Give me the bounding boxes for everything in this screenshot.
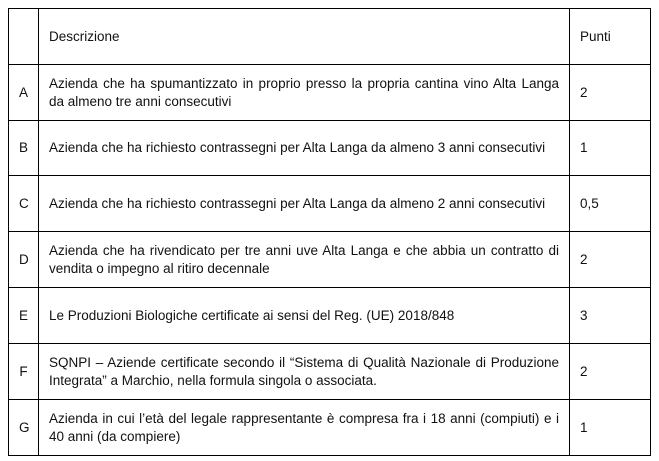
- row-description: SQNPI – Aziende certificate secondo il “Sistema di Qualità Nazionale di Produzione Integrata” a Marchio, nella formula singola o associata.: [39, 344, 570, 400]
- header-description: Descrizione: [39, 9, 570, 65]
- row-letter: F: [9, 344, 39, 400]
- row-letter: D: [9, 232, 39, 288]
- criteria-table: [8, 8, 651, 456]
- row-letter: C: [9, 176, 39, 232]
- row-points: 1: [570, 400, 651, 456]
- table-row: [9, 344, 651, 400]
- row-description: Azienda che ha richiesto contrassegni per Alta Langa da almeno 2 anni consecutivi: [39, 176, 570, 232]
- row-letter: A: [9, 65, 39, 121]
- table-row: [9, 65, 651, 121]
- header-points: Punti: [570, 9, 651, 65]
- table-row: [9, 400, 651, 456]
- table-row: [9, 176, 651, 232]
- row-letter: E: [9, 288, 39, 344]
- row-points: 3: [570, 288, 651, 344]
- row-description: Azienda che ha rivendicato per tre anni uve Alta Langa e che abbia un contratto di vendita o impegno al ritiro decennale: [39, 232, 570, 288]
- row-points: 2: [570, 344, 651, 400]
- table-header-row: [9, 9, 651, 65]
- row-description: Azienda in cui l’età del legale rappresentante è compresa fra i 18 anni (compiuti) e i 40 anni (da compiere): [39, 400, 570, 456]
- table-row: [9, 288, 651, 344]
- row-points: 2: [570, 232, 651, 288]
- row-letter: G: [9, 400, 39, 456]
- row-points: 1: [570, 121, 651, 176]
- row-description: Azienda che ha spumantizzato in proprio presso la propria cantina vino Alta Langa da almeno tre anni consecutivi: [39, 65, 570, 121]
- row-description: Azienda che ha richiesto contrassegni per Alta Langa da almeno 3 anni consecutivi: [39, 121, 570, 176]
- row-letter: B: [9, 121, 39, 176]
- row-description: Le Produzioni Biologiche certificate ai sensi del Reg. (UE) 2018/848: [39, 288, 570, 344]
- table-row: [9, 232, 651, 288]
- header-letter-cell: [9, 9, 39, 65]
- row-points: 2: [570, 65, 651, 121]
- table-row: [9, 121, 651, 176]
- row-points: 0,5: [570, 176, 651, 232]
